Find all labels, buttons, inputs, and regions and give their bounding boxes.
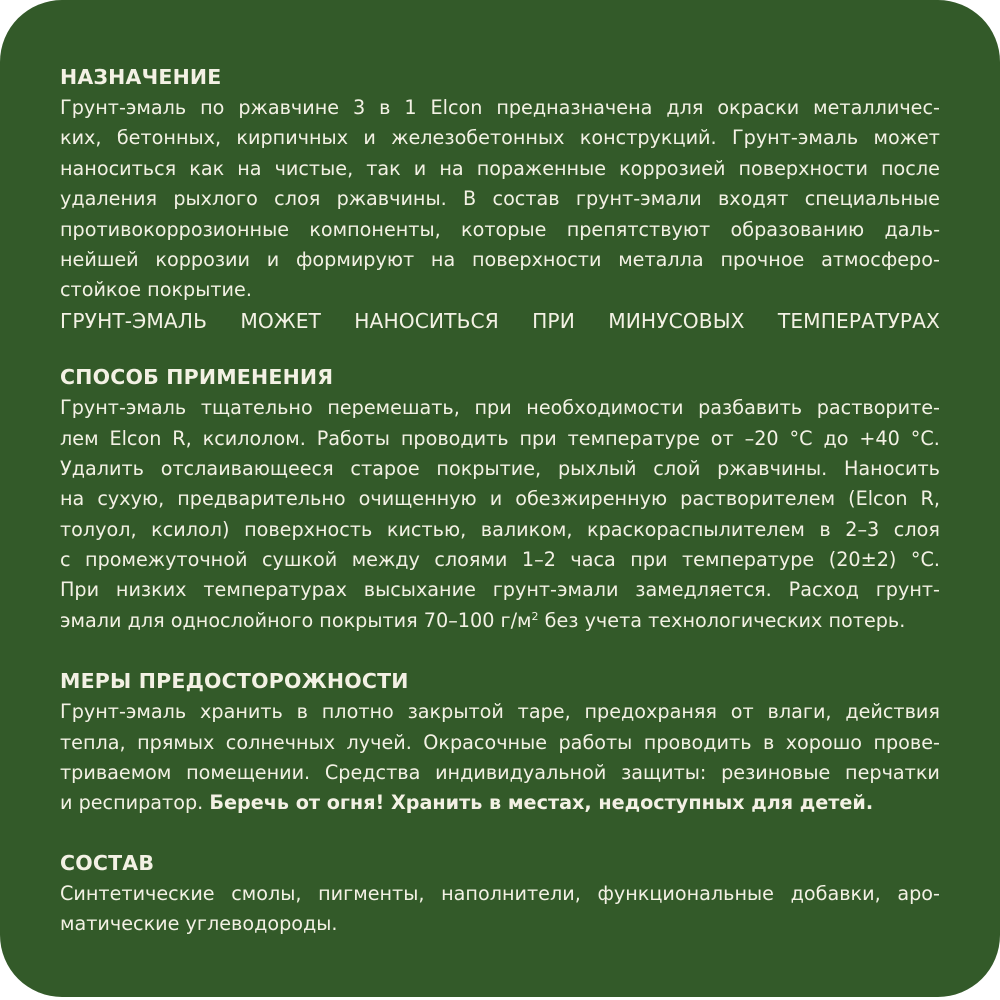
- superscript: 2: [531, 609, 539, 623]
- text-line: тепла, прямых солнечных лучей. Окрасочные работы проводить в хорошо прове-: [60, 730, 940, 754]
- section-title: СПОСОБ ПРИМЕНЕНИЯ: [60, 365, 334, 390]
- section-purpose: [60, 62, 940, 336]
- consumption-line: [60, 606, 940, 636]
- text-line: толуол, ксилол) поверхность кистью, валиком, краскораспылителем в 2–3 слоя: [60, 517, 940, 541]
- consumption-value: эмали для однослойного покрытия 70–100 г/м: [60, 608, 532, 632]
- text-line: матические углеводороды.: [60, 912, 338, 936]
- caps-note: ГРУНТ-ЭМАЛЬ МОЖЕТ НАНОСИТЬСЯ ПРИ МИНУСОВЫХ ТЕМПЕРАТУРАХ: [60, 308, 940, 333]
- text-line: Грунт-эмаль хранить в плотно закрытой таре, предохраняя от влаги, действия: [60, 700, 940, 724]
- fire-warning: Беречь от огня! Хранить в местах, недоступных для детей.: [209, 791, 874, 815]
- text-line: стойкое покрытие.: [60, 278, 252, 302]
- section-precautions: [60, 666, 940, 819]
- text-line: с промежуточной сушкой между слоями 1–2 часа при температуре (20±2) °С.: [60, 548, 940, 572]
- text-line: Удалить отслаивающееся старое покрытие, рыхлый слой ржавчины. Наносить: [60, 456, 940, 480]
- content: [60, 62, 940, 940]
- section-title: НАЗНАЧЕНИЕ: [60, 65, 222, 89]
- section-application: [60, 362, 940, 636]
- respirator-text: и респиратор.: [60, 791, 204, 815]
- text-line: Грунт-эмаль тщательно перемешать, при необходимости разбавить растворите-: [60, 396, 940, 420]
- text-line: Грунт-эмаль по ржавчине 3 в 1 Elcon предназначена для окраски металличес-: [60, 96, 940, 119]
- text-line: нейшей коррозии и формируют на поверхности металла прочное атмосферо-: [60, 247, 940, 271]
- text-line: При низких температурах высыхание грунт-эмали замедляется. Расход грунт-: [60, 578, 940, 602]
- text-line: противокоррозионные компоненты, которые препятствуют образованию даль-: [60, 217, 940, 241]
- text-line: ких, бетонных, кирпичных и железобетонных конструкций. Грунт-эмаль может: [60, 126, 940, 150]
- text-line: наноситься как на чистые, так и на пораженные коррозией поверхности после: [60, 156, 940, 180]
- text-line: на сухую, предварительно очищенную и обезжиренную растворителем (Elcon R,: [60, 487, 940, 511]
- text-line: триваемом помещении. Средства индивидуальной защиты: резиновые перчатки: [60, 761, 940, 785]
- text-line: удаления рыхлого слоя ржавчины. В состав грунт-эмали входят специальные: [60, 187, 940, 211]
- section-composition: [60, 848, 940, 940]
- consumption-note: без учета технологических потерь.: [538, 608, 906, 632]
- text-line: Синтетические смолы, пигменты, наполнители, функциональные добавки, аро-: [60, 881, 940, 905]
- consumption-text: [60, 606, 905, 636]
- warning-line: [60, 788, 940, 818]
- section-title: МЕРЫ ПРЕДОСТОРОЖНОСТИ: [60, 669, 409, 694]
- section-title: СОСТАВ: [60, 850, 155, 875]
- text-line: лем Elcon R, ксилолом. Работы проводить при температуре от –20 °С до +40 °С.: [60, 426, 940, 450]
